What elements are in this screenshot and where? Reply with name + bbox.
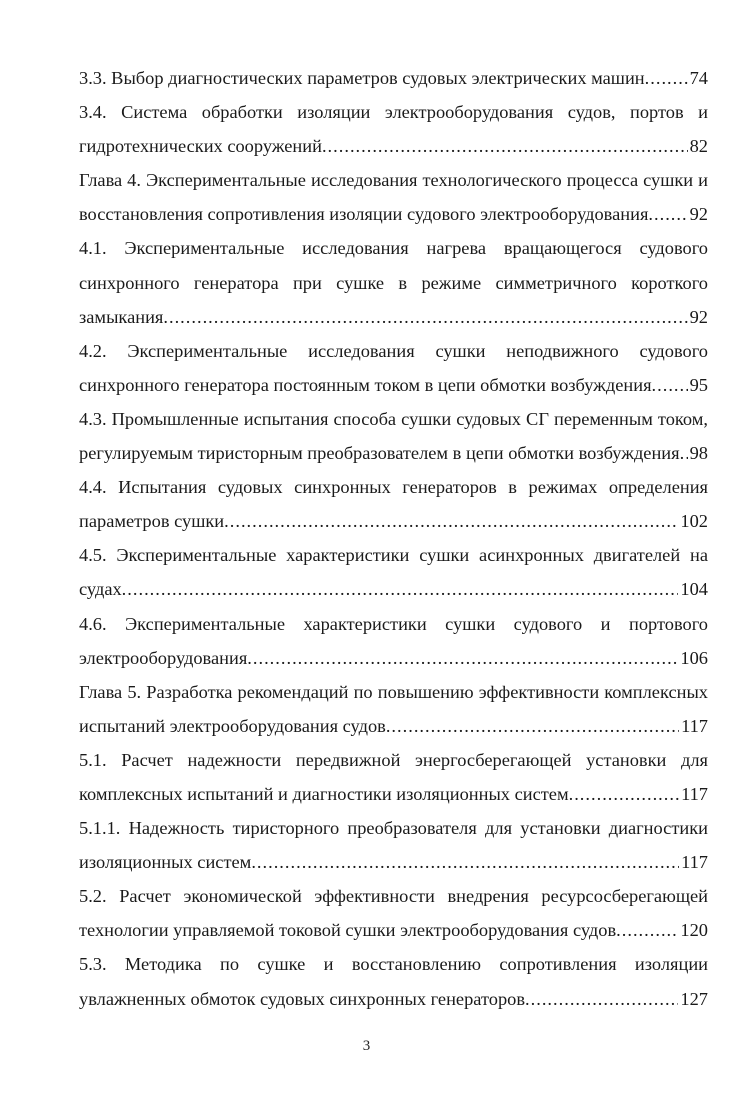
toc-entry-title-end: синхронного генератора постоянным током в цепи обмотки возбуждения: [79, 374, 652, 395]
toc-entry-title-end: судах: [79, 579, 122, 600]
toc-page-number: 74: [689, 68, 708, 88]
dot-leader: [224, 504, 678, 538]
toc-entry-title-end: испытаний электрооборудования судов: [79, 715, 386, 736]
toc-page-number: 104: [680, 579, 708, 600]
toc-entry-final-line: [79, 572, 708, 606]
toc-entry-title-end: комплексных испытаний и диагностики изоляционных систем: [79, 783, 569, 804]
toc-entry-title-end: гидротехнических сооружений: [79, 136, 322, 157]
toc-entry-title-end: 3.3. Выбор диагностических параметров судовых электрических машин: [79, 68, 645, 88]
dot-leader: [525, 982, 678, 1016]
dot-leader: [645, 61, 688, 95]
toc-page-number: 92: [689, 306, 708, 327]
toc-entry-final-line: [79, 709, 708, 743]
toc-entry-title-line: 5.2. Расчет экономической эффективности внедрения ресурсосберегающей: [79, 886, 708, 907]
toc-entry[interactable]: [79, 95, 708, 163]
toc-entry-title-end: параметров сушки: [79, 511, 225, 532]
toc-page-number: 117: [681, 783, 708, 804]
toc-page-number: 117: [681, 715, 708, 736]
toc-entry-title-line: 4.4. Испытания судовых синхронных генераторов в режимах определения: [79, 477, 708, 498]
toc-page-number: 92: [689, 204, 708, 225]
dot-leader: [247, 641, 678, 675]
dot-leader: [680, 436, 688, 470]
toc-entry-final-line: [79, 129, 708, 163]
toc-entry-final-line: [79, 300, 708, 334]
toc-entry[interactable]: [79, 402, 708, 470]
dot-leader: [322, 129, 688, 163]
toc-page-number: 82: [689, 136, 708, 157]
toc-entry-final-line: [79, 61, 708, 95]
toc-entry-final-line: [79, 368, 708, 402]
toc-entry-title-line: 5.3. Методика по сушке и восстановлению сопротивления изоляции: [79, 954, 708, 975]
toc-entry[interactable]: [79, 334, 708, 402]
toc-entry-final-line: [79, 436, 708, 470]
toc-entry[interactable]: [79, 163, 708, 231]
toc-entry-final-line: [79, 982, 708, 1016]
toc-entry[interactable]: [79, 470, 708, 538]
dot-leader: [652, 368, 688, 402]
toc-entry-title-line: 4.2. Экспериментальные исследования сушки неподвижного судового: [79, 340, 708, 361]
toc-entry-final-line: [79, 641, 708, 675]
toc-entry[interactable]: [79, 879, 708, 947]
toc-entry-title-end: регулируемым тиристорным преобразователем в цепи обмотки возбуждения: [79, 443, 680, 464]
toc-entry-title-end: технологии управляемой токовой сушки электрооборудования судов: [79, 920, 617, 941]
toc-entry-title-end: восстановления сопротивления изоляции судового электрооборудования: [79, 204, 649, 225]
toc-page-number: 120: [680, 920, 708, 941]
toc-page-number: 117: [681, 852, 708, 873]
toc-page-number: 102: [680, 511, 708, 532]
toc-page-number: 127: [680, 988, 708, 1009]
table-of-contents: [79, 61, 708, 1016]
toc-entry-final-line: [79, 504, 708, 538]
toc-entry-title-line: синхронного генератора при сушке в режиме симметричного короткого: [79, 272, 708, 293]
toc-entry-final-line: [79, 197, 708, 231]
dot-leader: [648, 197, 687, 231]
toc-entry[interactable]: [79, 947, 708, 1015]
dot-leader: [122, 572, 679, 606]
dot-leader: [386, 709, 679, 743]
toc-page-number: 95: [689, 374, 708, 395]
toc-entry-title-end: изоляционных систем: [79, 852, 252, 873]
toc-entry[interactable]: [79, 538, 708, 606]
toc-entry-final-line: [79, 845, 708, 879]
toc-entry-title-line: 4.5. Экспериментальные характеристики сушки асинхронных двигателей на: [79, 545, 708, 566]
toc-entry-title-end: замыкания: [79, 306, 164, 327]
toc-entry[interactable]: [79, 675, 708, 743]
toc-page-number: 98: [689, 443, 708, 464]
toc-entry[interactable]: [79, 811, 708, 879]
dot-leader: [616, 913, 678, 947]
dot-leader: [251, 845, 679, 879]
page-number: 3: [362, 1038, 371, 1054]
toc-entry-title-line: 4.1. Экспериментальные исследования нагрева вращающегося судового: [79, 238, 708, 259]
toc-entry-final-line: [79, 777, 708, 811]
toc-page-number: 106: [680, 647, 708, 668]
dot-leader: [163, 300, 687, 334]
toc-entry-title-line: Глава 5. Разработка рекомендаций по повышению эффективности комплексных: [79, 681, 708, 702]
toc-entry-title-line: 3.4. Система обработки изоляции электрооборудования судов, портов и: [79, 102, 708, 123]
toc-entry-title-line: 4.3. Промышленные испытания способа сушки судовых СГ переменным током,: [79, 408, 708, 429]
toc-entry[interactable]: [79, 61, 708, 95]
toc-entry[interactable]: [79, 743, 708, 811]
dot-leader: [569, 777, 679, 811]
toc-entry-title-end: увлажненных обмоток судовых синхронных генераторов: [79, 988, 526, 1009]
toc-entry-title-line: 5.1.1. Надежность тиристорного преобразователя для установки диагностики: [79, 818, 708, 839]
toc-entry-title-line: Глава 4. Экспериментальные исследования технологического процесса сушки и: [79, 170, 708, 191]
toc-entry-title-line: 4.6. Экспериментальные характеристики сушки судового и портового: [79, 613, 708, 634]
toc-entry[interactable]: [79, 607, 708, 675]
toc-entry[interactable]: [79, 231, 708, 333]
toc-entry-title-end: электрооборудования: [79, 647, 248, 668]
toc-entry-title-line: 5.1. Расчет надежности передвижной энергосберегающей установки для: [79, 749, 708, 770]
toc-entry-final-line: [79, 913, 708, 947]
